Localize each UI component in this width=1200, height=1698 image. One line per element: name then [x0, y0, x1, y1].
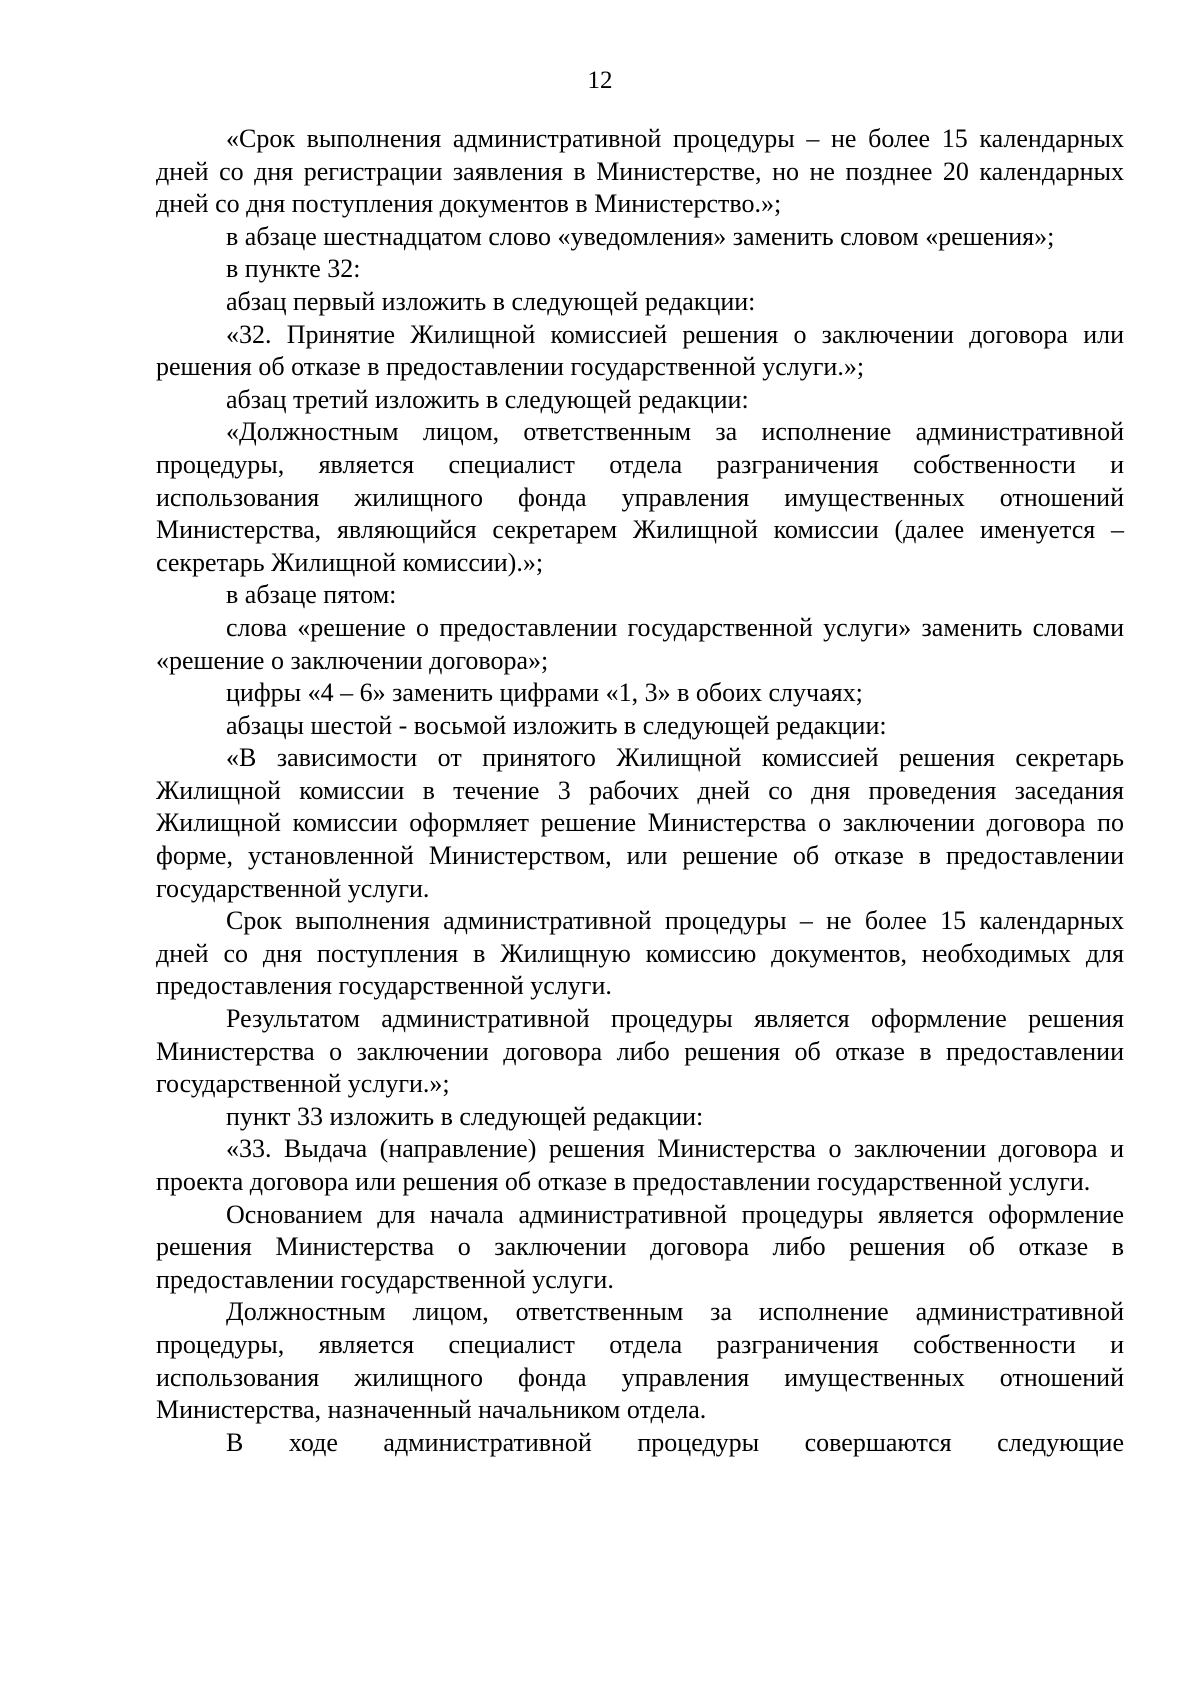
paragraph: в пункте 32:: [226, 254, 361, 284]
paragraph: абзац третий изложить в следующей редакции:: [226, 384, 749, 414]
paragraph: «33. Выдача (направление) решения Министерства о заключении договора и проекта договора или решения об отказе в предоставлении государственной услуги.: [156, 1134, 1124, 1196]
paragraph: Срок выполнения административной процедуры – не более 15 календарных дней со дня поступления в Жилищную комиссию документов, необходимых для предоставления государственной услуги.: [156, 906, 1124, 1001]
paragraph: абзац первый изложить в следующей редакции:: [226, 286, 756, 316]
paragraph: В ходе административной процедуры совершаются следующие: [226, 1427, 1124, 1457]
paragraph: абзацы шестой - восьмой изложить в следующей редакции:: [226, 710, 887, 740]
paragraph: пункт 33 изложить в следующей редакции:: [226, 1101, 704, 1131]
paragraph: «Должностным лицом, ответственным за исполнение административной процедуры, является специалист отдела разграничения собственности и использования жилищного фонда управления имущественных отношений Министерства, являющийся секретарем Жилищной комиссии (далее именуется – секретарь Жилищной комиссии).»;: [156, 417, 1124, 577]
paragraph: Основанием для начала административной процедуры является оформление решения Министерства о заключении договора либо решения об отказе в предоставлении государственной услуги.: [156, 1199, 1124, 1294]
paragraph: Должностным лицом, ответственным за исполнение административной процедуры, является специалист отдела разграничения собственности и использования жилищного фонда управления имущественных отношений Министерства, назначенный начальником отдела.: [156, 1297, 1124, 1425]
page-number: 12: [587, 67, 613, 94]
paragraph: Результатом административной процедуры является оформление решения Министерства о заключении договора либо решения об отказе в предоставлении государственной услуги.»;: [156, 1004, 1124, 1099]
paragraph: «В зависимости от принятого Жилищной комиссией решения секретарь Жилищной комиссии в течение 3 рабочих дней со дня проведения заседания Жилищной комиссии оформляет решение Министерства о заключении договора по форме, установленной Министерством, или решение об отказе в предоставлении государственной услуги.: [156, 743, 1124, 903]
paragraph: «32. Принятие Жилищной комиссией решения о заключении договора или решения об отказе в предоставлении государственной услуги.»;: [156, 319, 1124, 382]
paragraph: «Срок выполнения административной процедуры – не более 15 календарных дней со дня регистрации заявления в Министерстве, но не позднее 20 календарных дней со дня поступления документов в Министерство.»;: [156, 124, 1124, 219]
paragraph: в абзаце шестнадцатом слово «уведомления» заменить словом «решения»;: [226, 221, 1055, 251]
paragraph: в абзаце пятом:: [226, 580, 397, 610]
paragraph: цифры «4 – 6» заменить цифрами «1, 3» в обоих случаях;: [226, 678, 863, 708]
document-body: [156, 123, 1124, 1459]
paragraph: слова «решение о предоставлении государственной услуги» заменить словами «решение о заключении договора»;: [156, 612, 1124, 675]
